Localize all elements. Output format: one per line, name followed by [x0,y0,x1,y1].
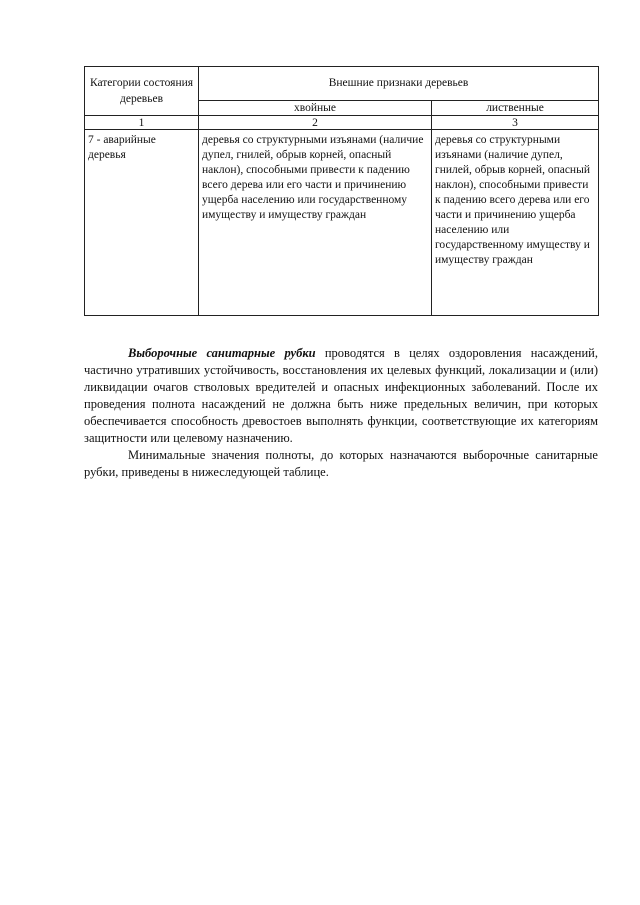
deciduous-cell: деревья со структурными изъянами (наличие дупел, гнилей, обрыв корней, опасный наклон), способными привести к падению всего дерева или его части и причинению ущерба населению или государственному имуществу и имуществу граждан [432,130,599,316]
paragraph-min-density: Минимальные значения полноты, до которых назначаются выборочные санитарные рубки, приведены в нижеследующей таблице. [84,448,598,479]
category-cell [85,130,199,316]
column-number-2: 2 [199,116,432,130]
paragraph-selective-cuttings-text: проводятся в целях оздоровления насаждений, частично утративших устойчивость, восстановления их целевых функций, локализации и (или) ликвидации очагов стволовых вредителей и опасных инфекционных заболеваний. После их проведения полнота насаждений не должна быть ниже предельных величин, при которых обеспечивается способность древостоев выполнять функции, соответствующие их категориям защитности или целевому назначению. [84,346,599,445]
table-number-row [85,116,599,130]
table-header-row [85,67,599,101]
header-conifers: хвойные [199,101,432,116]
term-selective-cuttings: Выборочные санитарные рубки [128,346,316,360]
paragraph-selective-cuttings [84,345,598,447]
conifers-cell: деревья со структурными изъянами (наличие дупел, гнилей, обрыв корней, опасный наклон), способными привести к падению всего дерева или его части и причинению ущерба населению или государственному имуществу и имуществу граждан [199,130,432,316]
table-row [85,130,599,316]
header-deciduous: лиственные [432,101,599,116]
header-external-signs: Внешние признаки деревьев [199,67,599,101]
tree-condition-table [84,66,599,316]
category-label: 7 - аварийные деревья [88,134,156,161]
header-categories: Категории состояния деревьев [85,67,199,116]
column-number-3: 3 [432,116,599,130]
column-number-1: 1 [85,116,199,130]
